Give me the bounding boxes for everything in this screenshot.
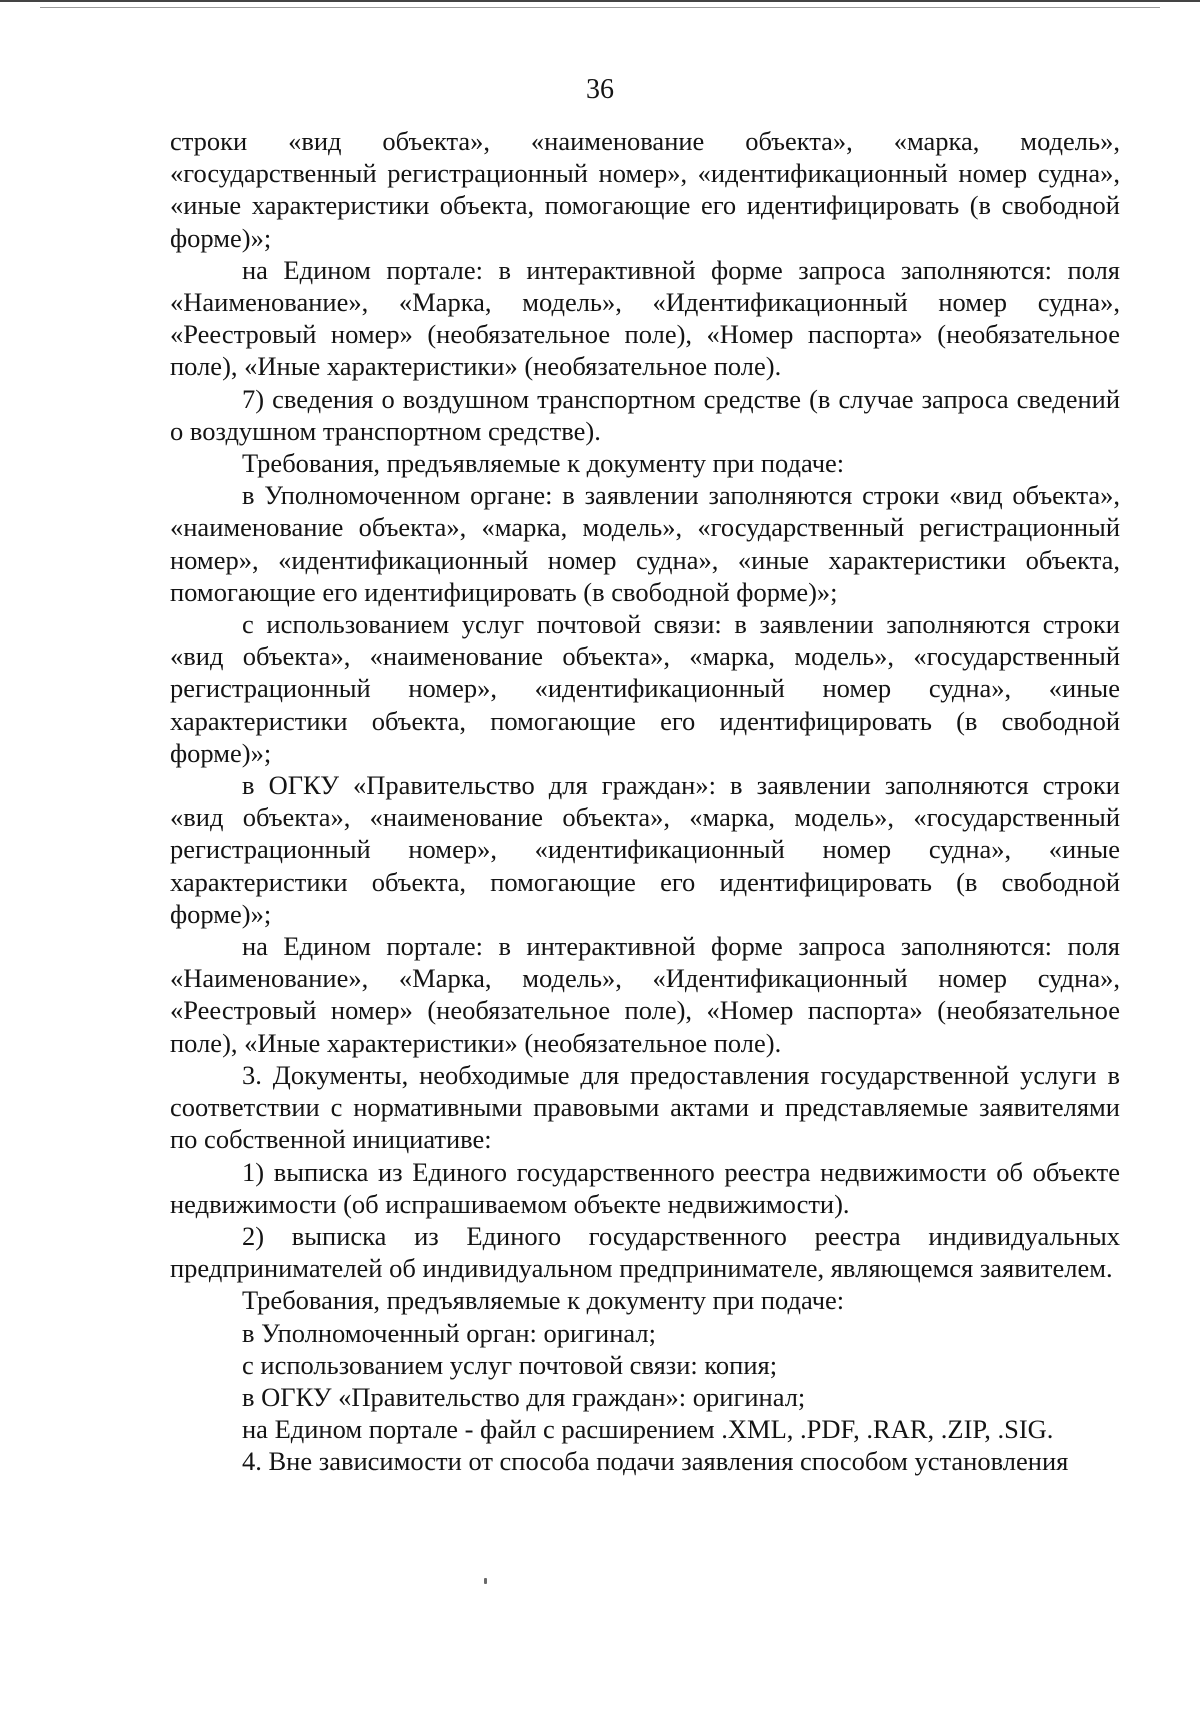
paragraph: в ОГКУ «Правительство для граждан»: оригинал; <box>242 1381 806 1412</box>
paragraph: Требования, предъявляемые к документу при подаче: <box>242 448 845 479</box>
paragraph: в Уполномоченном органе: в заявлении заполняются строки «вид объекта», «наименование объекта», «марка, модель», «государственный регистрационный номер», «идентификационный номер судна», «иные характеристики объекта, помогающие его идентифицировать (в свободной форме)»; <box>170 480 1120 607</box>
paragraph: строки «вид объекта», «наименование объекта», «марка, модель», «государственный регистрационный номер», «идентификационный номер судна», «иные характеристики объекта, помогающие его идентифицировать (в свободной форме)»; <box>170 126 1120 253</box>
page-number: 36 <box>586 74 614 105</box>
paragraph: на Едином портале - файл с расширением .XML, .PDF, .RAR, .ZIP, .SIG. <box>242 1414 1054 1445</box>
paragraph: 4. Вне зависимости от способа подачи заявления способом установления <box>242 1446 1069 1477</box>
paragraph: 3. Документы, необходимые для предоставления государственной услуги в соответствии с нормативными правовыми актами и представляемые заявителями по собственной инициативе: <box>170 1059 1120 1155</box>
paragraph: 1) выписка из Единого государственного реестра недвижимости об объекте недвижимости (об испрашиваемом объекте недвижимости). <box>170 1156 1120 1219</box>
paragraph: на Едином портале: в интерактивной форме запроса заполняются: поля «Наименование», «Марка, модель», «Идентификационный номер судна», «Реестровый номер» (необязательное поле), «Номер паспорта» (необязательное поле), «Иные характеристики» (необязательное поле). <box>170 931 1120 1058</box>
scan-top-rule-faint <box>40 7 1160 8</box>
paragraph: Требования, предъявляемые к документу при подаче: <box>242 1285 845 1316</box>
document-body <box>170 125 1120 1478</box>
paragraph: 2) выписка из Единого государственного реестра индивидуальных предпринимателей об индивидуальном предпринимателе, являющемся заявителем. <box>170 1220 1120 1284</box>
scan-speck <box>484 1578 487 1584</box>
paragraph: в ОГКУ «Правительство для граждан»: в заявлении заполняются строки «вид объекта», «наименование объекта», «марка, модель», «государственный регистрационный номер», «идентификационный номер судна», «иные характеристики объекта, помогающие его идентифицировать (в свободной форме)»; <box>170 770 1120 929</box>
paragraph: 7) сведения о воздушном транспортном средстве (в случае запроса сведений о воздушном транспортном средстве). <box>170 383 1120 446</box>
paragraph: в Уполномоченный орган: оригинал; <box>242 1317 656 1348</box>
scan-top-rule <box>0 0 1200 2</box>
paragraph: с использованием услуг почтовой связи: в заявлении заполняются строки «вид объекта», «наименование объекта», «марка, модель», «государственный регистрационный номер», «идентификационный номер судна», «иные характеристики объекта, помогающие его идентифицировать (в свободной форме)»; <box>170 609 1120 768</box>
paragraph: с использованием услуг почтовой связи: копия; <box>242 1349 778 1380</box>
paragraph: на Едином портале: в интерактивной форме запроса заполняются: поля «Наименование», «Марка, модель», «Идентификационный номер судна», «Реестровый номер» (необязательное поле), «Номер паспорта» (необязательное поле), «Иные характеристики» (необязательное поле). <box>170 254 1120 382</box>
